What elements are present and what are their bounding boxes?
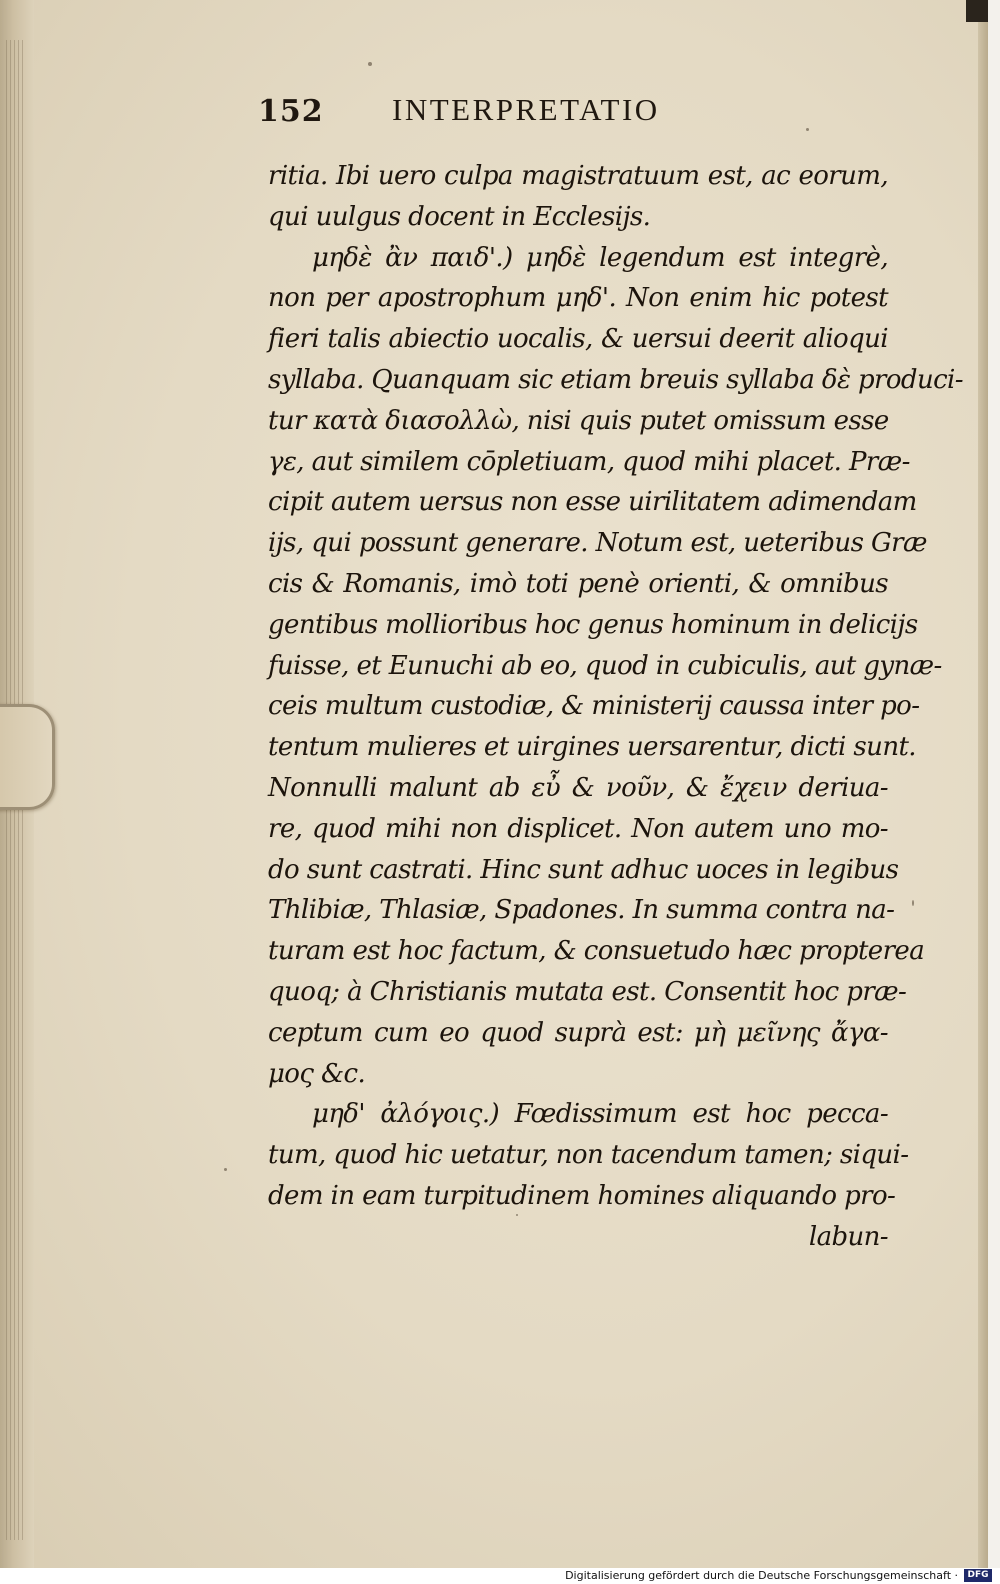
text-line: fuisse, et Eunuchi ab eo, quod in cubiculis, aut gynæ- bbox=[268, 650, 942, 681]
text-line: μος &c. bbox=[268, 1058, 366, 1089]
text-line: dem in eam turpitudinem homines aliquando pro- bbox=[268, 1180, 896, 1211]
ink-speck bbox=[806, 128, 809, 131]
text-line: fieri talis abiectio uocalis, & uersui deerit alioqui bbox=[268, 324, 888, 355]
text-line: non per apostrophum μηδ'. Non enim hic potest bbox=[268, 283, 888, 314]
catchword: labun- bbox=[808, 1221, 888, 1252]
text-line: ceptum cum eo quod suprà est: μὴ μεῖνης ἄγα- bbox=[268, 1017, 888, 1048]
text-line: syllaba. Quanquam sic etiam breuis syllaba δὲ produci- bbox=[268, 364, 963, 395]
text-line: γε, aut similem cōpletiuam, quod mihi placet. Præ- bbox=[268, 446, 910, 477]
footer-bar bbox=[0, 1568, 1000, 1584]
page-right-edge bbox=[978, 0, 988, 1568]
book-clasp bbox=[0, 704, 55, 810]
funding-credit: Digitalisierung gefördert durch die Deutsche Forschungsgemeinschaft · bbox=[565, 1569, 958, 1582]
page-number: 152 bbox=[258, 94, 324, 129]
text-line: cipit autem uersus non esse uirilitatem adimendam bbox=[268, 487, 917, 518]
text-line: cis & Romanis, imò toti penè orienti, & omnibus bbox=[268, 568, 888, 599]
text-line: do sunt castrati. Hinc sunt adhuc uoces in legibus bbox=[268, 854, 899, 885]
running-title: INTERPRETATIO bbox=[392, 92, 660, 127]
body-text bbox=[268, 156, 963, 1258]
text-line: tur κατὰ διασολλὼ, nisi quis putet omissum esse bbox=[268, 405, 889, 436]
text-line: ijs, qui possunt generare. Notum est, ueteribus Græ bbox=[268, 528, 927, 559]
text-line: turam est hoc factum, & consuetudo hæc propterea bbox=[268, 936, 925, 967]
ink-speck bbox=[224, 1168, 227, 1171]
text-line: Nonnulli malunt ab εὖ & νοῦν, & ἔχειν deriua- bbox=[268, 772, 888, 803]
text-line: quoq; à Christianis mutata est. Consentit hoc præ- bbox=[268, 976, 907, 1007]
scan-corner bbox=[966, 0, 988, 22]
text-line: gentibus mollioribus hoc genus hominum in delicijs bbox=[268, 609, 918, 640]
text-line: re, quod mihi non displicet. Non autem uno mo- bbox=[268, 813, 888, 844]
ink-speck bbox=[516, 1214, 518, 1216]
text-line: tentum mulieres et uirgines uersarentur, dicti sunt. bbox=[268, 732, 916, 763]
ink-speck bbox=[368, 62, 372, 66]
dfg-logo: DFG bbox=[964, 1569, 992, 1582]
text-line: tum, quod hic uetatur, non tacendum tamen; siqui- bbox=[268, 1140, 909, 1171]
text-line: qui uulgus docent in Ecclesijs. bbox=[268, 201, 651, 232]
ink-speck bbox=[912, 900, 914, 906]
page-header bbox=[0, 92, 988, 132]
text-line: ceis multum custodiæ, & ministerij caussa inter po- bbox=[268, 691, 920, 722]
text-line: ritia. Ibi uero culpa magistratuum est, ac eorum, bbox=[268, 161, 888, 191]
text-line: μηδὲ ἂν παιδ'.) μηδὲ legendum est integrè, bbox=[312, 242, 888, 273]
text-line: μηδ' ἀλόγοις.) Fœdissimum est hoc pecca- bbox=[312, 1099, 888, 1130]
text-line: Thlibiæ, Thlasiæ, Spadones. In summa contra na- bbox=[268, 895, 895, 926]
